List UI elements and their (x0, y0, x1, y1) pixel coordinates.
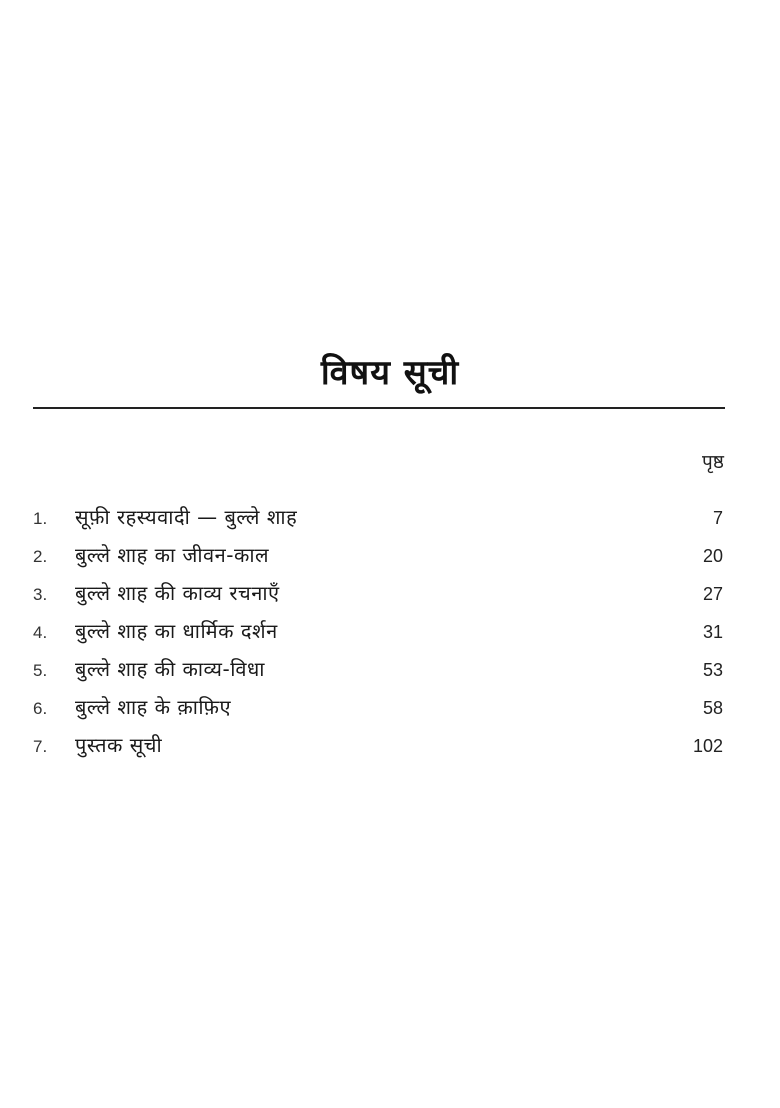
page-column-label: पृष्ठ (702, 451, 724, 473)
toc-entry-number: 3. (33, 585, 48, 604)
toc-entry (33, 617, 723, 655)
toc-entry-page: 58 (702, 698, 723, 718)
toc-entry-number: 5. (33, 661, 48, 680)
toc-entry-page: 20 (702, 546, 723, 566)
toc-entry-title: बुल्ले शाह की काव्य-विधा (75, 657, 265, 681)
toc-entry-number: 2. (33, 547, 48, 566)
toc-entry-title: पुस्तक सूची (75, 733, 163, 757)
toc-entry-title: बुल्ले शाह के क़ाफ़िए (75, 695, 232, 719)
toc-entry (33, 655, 723, 693)
toc-entry (33, 693, 723, 731)
toc-entry (33, 579, 723, 617)
toc-entry (33, 503, 723, 541)
toc-entry-number: 1. (33, 509, 48, 528)
toc-entry-page: 31 (702, 622, 723, 642)
toc-entry-title: बुल्ले शाह की काव्य रचनाएँ (75, 581, 280, 605)
toc-entry-title: सूफ़ी रहस्यवादी — बुल्ले शाह (75, 505, 298, 529)
toc-entry-page: 53 (702, 660, 723, 680)
toc-entry-number: 4. (33, 623, 48, 642)
toc-entry-number: 6. (33, 699, 48, 718)
toc-entry (33, 731, 723, 769)
table-of-contents (33, 503, 723, 769)
title-divider (33, 407, 725, 409)
toc-entry-page: 102 (692, 736, 723, 756)
toc-entry-title: बुल्ले शाह का जीवन-काल (75, 543, 270, 567)
page-title: विषय सूची (320, 353, 460, 393)
toc-entry-title: बुल्ले शाह का धार्मिक दर्शन (75, 619, 278, 643)
toc-entry-page: 27 (702, 584, 723, 604)
toc-entry (33, 541, 723, 579)
toc-entry-page: 7 (712, 508, 723, 528)
toc-entry-number: 7. (33, 737, 48, 756)
